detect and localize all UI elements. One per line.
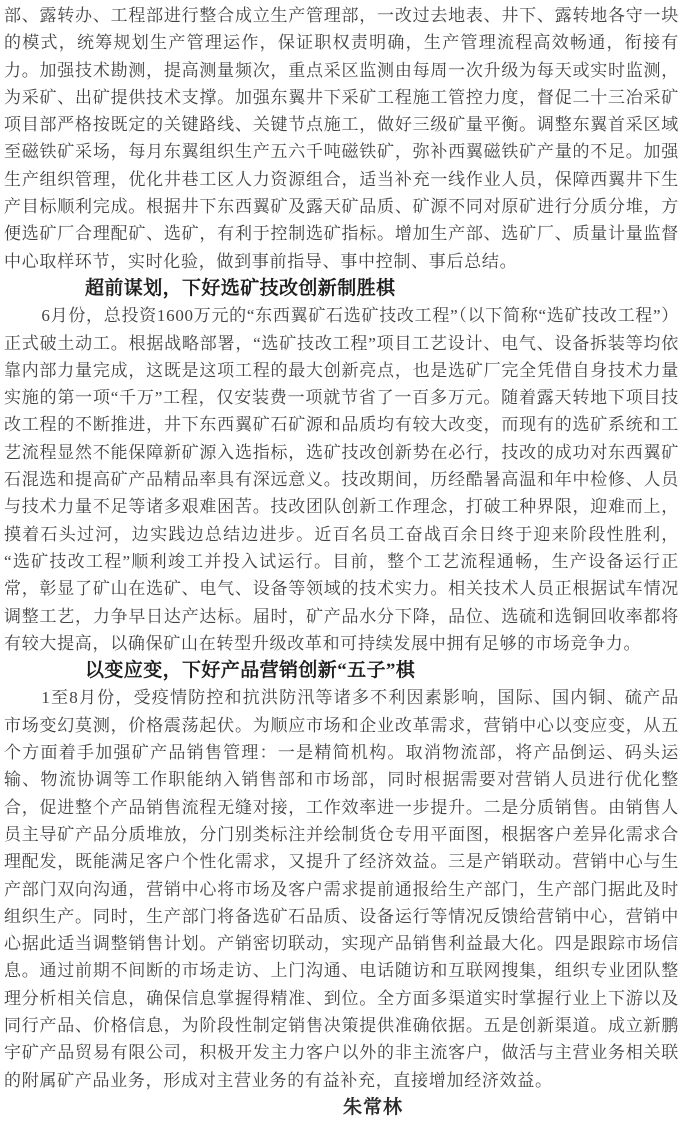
paragraph-marketing: 1至8月份，受疫情防控和抗洪防汛等诸多不利因素影响，国际、国内铜、硫产品市场变幻莫测，价格震荡起伏。为顺应市场和企业改革需求，营销中心以变应变，从五个方面着手加强矿产品销售管理：一是精简机构。取消物流部，将产品倒运、码头运输、物流协调等工作职能纳入销售部和市场部，同时根据需要对营销人员进行优化整合，促进整个产品销售流程无缝对接，工作效率进一步提升。二是分质销售。由销售人员主导矿产品分质堆放，分门别类标注并绘制货仓专用平面图，根据客户差异化需求合理配发，既能满足客户个性化需求，又提升了经济效益。三是产销联动。营销中心与生产部门双向沟通，营销中心将市场及客户需求提前通报给生产部门，生产部门据此及时组织生产。同时，生产部门将备选矿石品质、设备运行等情况反馈给营销中心，营销中心据此适当调整销售计划。产销密切联动，实现产品销售利益最大化。四是跟踪市场信息。通过前期不间断的市场走访、上门沟通、电话随访和互联网搜集，组织专业团队整理分析相关信息，确保信息掌握得精准、到位。全方面多渠道实时掌握行业上下游以及同行产品、价格信息，为阶段性制定销售决策提供准确依据。五是创新渠道。成立新鹏宇矿产品贸易有限公司，积极开发主力客户以外的非主流客户，做活与主营业务相关联的附属矿产品业务，形成对主营业务的有益补充，直接增加经济效益。 bbox=[4, 688, 679, 1090]
signature-author: 朱常林 bbox=[343, 1096, 404, 1118]
section-heading-tech-upgrade: 超前谋划，下好选矿技改创新制胜棋 bbox=[85, 277, 396, 299]
paragraph-tech-upgrade: 6月份，总投资1600万元的“东西翼矿石选矿技改工程”（以下简称“选矿技改工程”）正式破土动工。根据战略部署，“选矿技改工程”项目工艺设计、电气、设备拆装等均依靠内部力量完成，这既是这项工程的最大创新亮点，也是选矿厂完全凭借自身技术力量实施的第一项“千万”工程，仅安装费一项就节省了一百多万元。随着露天转地下项目技改工程的不断推进，井下东西翼矿石矿源和品质均有较大改变，而现有的选矿系统和工艺流程显然不能保障新矿源入选指标，选矿技改创新势在必行，技改的成功对东西翼矿石混选和提高矿产品精品率具有深远意义。技改期间，历经酷暑高温和年中检修、人员与技术力量不足等诸多艰难困苦。技改团队创新工作理念，打破工种界限，迎难而上，摸着石头过河，边实践边总结边进步。近百名员工奋战百余日终于迎来阶段性胜利，“选矿技改工程”顺利竣工并投入试运行。目前，整个工艺流程通畅，生产设备运行正常，彰显了矿山在选矿、电气、设备等领域的技术实力。相关技术人员正根据试车情况调整工艺，力争早日达产达标。届时，矿产品水分下降，品位、选硫和选铜回收率都将有较大提高，以确保矿山在转型升级改革和可持续发展中拥有足够的市场竞争力。 bbox=[4, 306, 679, 653]
section-heading-marketing: 以变应变，下好产品营销创新“五子”棋 bbox=[85, 660, 416, 682]
paragraph-production-management: 部、露转办、工程部进行整合成立生产管理部，一改过去地表、井下、露转地各守一块的模式，统筹规划生产管理运作，保证职权责明确，生产管理流程高效畅通，衔接有力。加强技术勘测，提高测量频次，重点采区监测由每周一次升级为每天或实时监测，为采矿、出矿提供技术支撑。加强东翼井下采矿工程施工管控力度，督促二十三冶采矿项目部严格按既定的关键路线、关键节点施工，做好三级矿量平衡。调整东翼首采区域至磁铁矿采场，每月东翼组织生产五六千吨磁铁矿，弥补西翼磁铁矿产量的不足。加强生产组织管理，优化井巷工区人力资源组合，适当补充一线作业人员，保障西翼井下生产目标顺利完成。根据井下东西翼矿及露天矿品质、矿源不同对原矿进行分质分堆，方便选矿厂合理配矿、选矿，有利于控制选矿指标。增加生产部、选矿厂、质量计量监督中心取样环节，实时化验，做到事前指导、事中控制、事后总结。 bbox=[4, 6, 679, 271]
